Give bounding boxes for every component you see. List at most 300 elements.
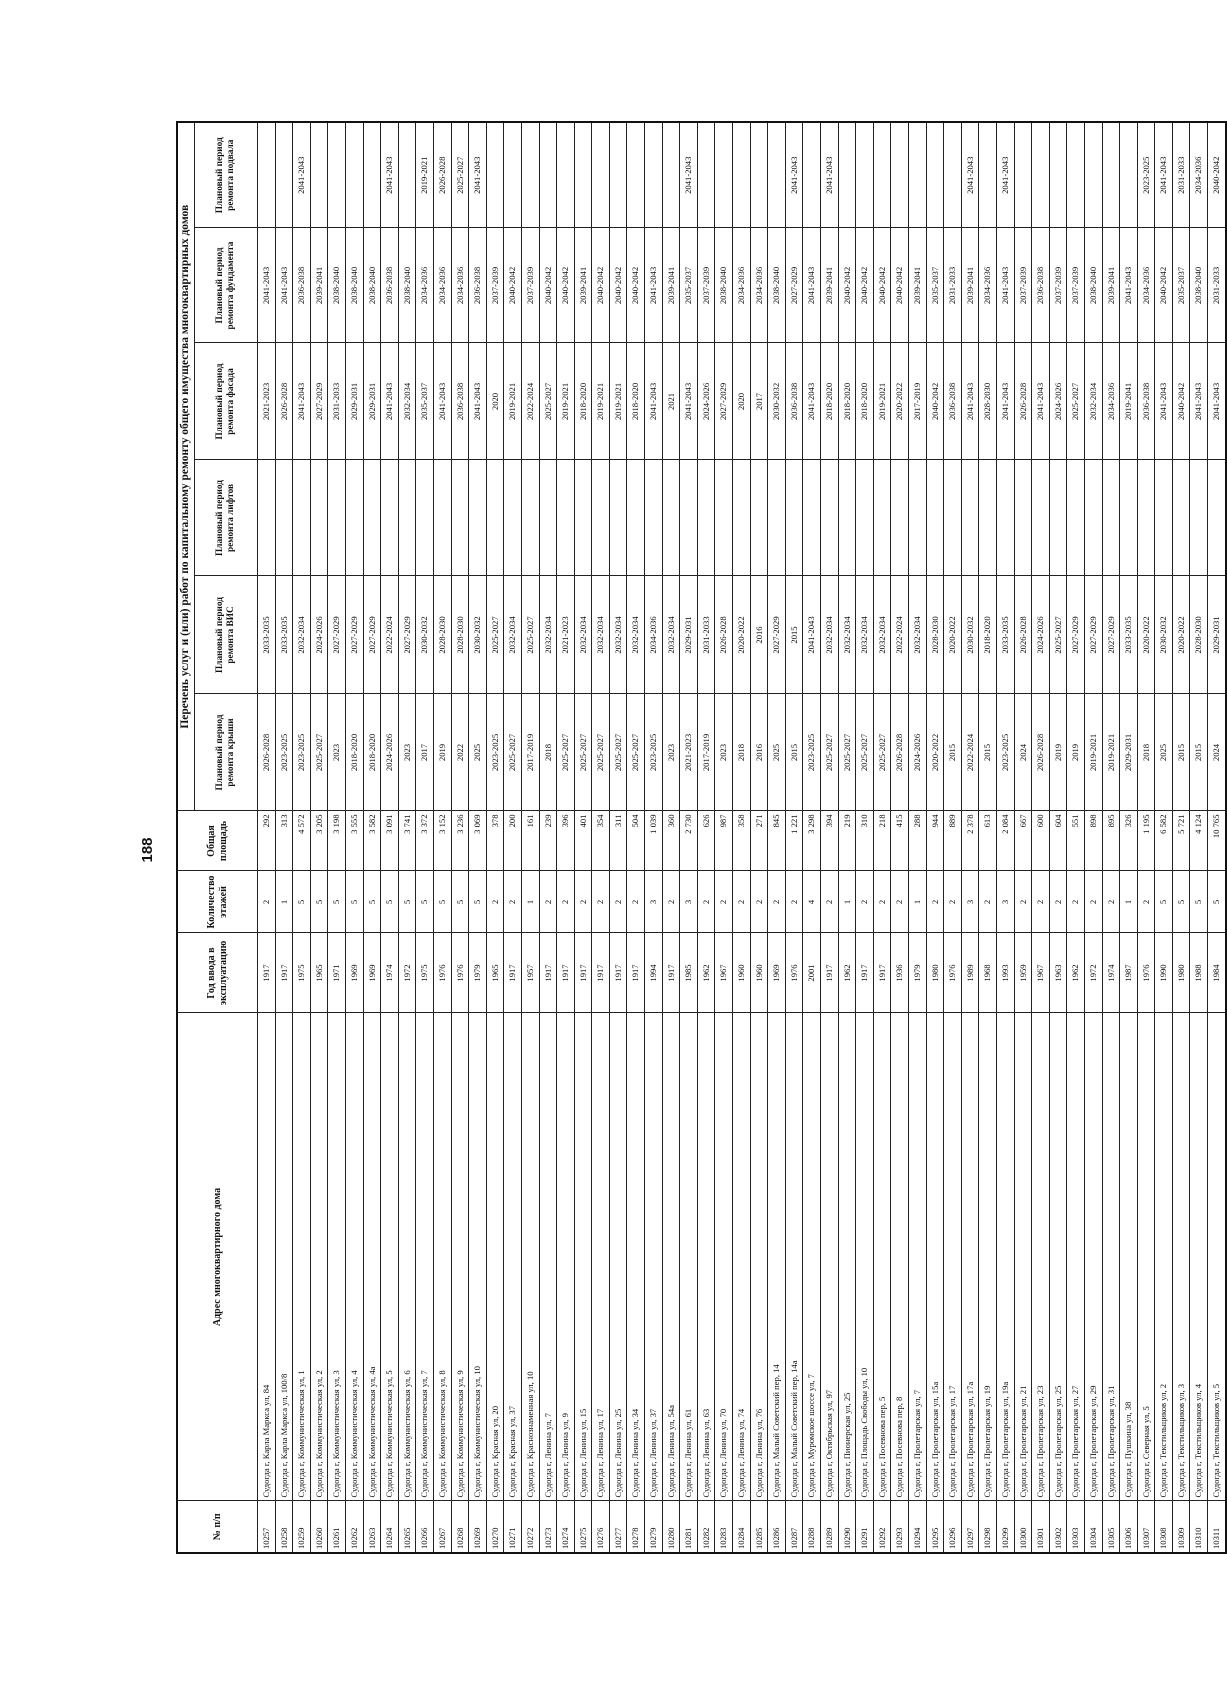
cell-facade: 2019-2021 bbox=[873, 343, 891, 460]
cell-lifts bbox=[398, 460, 416, 576]
cell-address: Судогда г, Октябрьская ул, 97 bbox=[821, 1013, 839, 1501]
cell-roof: 2026-2028 bbox=[258, 694, 276, 811]
table-row bbox=[521, 122, 539, 1553]
cell-basement bbox=[750, 122, 768, 228]
capital-repair-table-sheet bbox=[176, 123, 1222, 1554]
cell-roof: 2025 bbox=[1155, 694, 1173, 811]
cell-roof: 2022-2024 bbox=[961, 694, 979, 811]
cell-address: Судогда г, Пролетарская ул, 25 bbox=[1049, 1013, 1067, 1501]
cell-vis: 2021-2023 bbox=[557, 576, 575, 694]
cell-num: 10279 bbox=[645, 1501, 663, 1553]
cell-lifts bbox=[680, 460, 698, 576]
cell-num: 10275 bbox=[574, 1501, 592, 1553]
table-row bbox=[1067, 122, 1085, 1553]
table-row bbox=[680, 122, 698, 1553]
cell-year: 1993 bbox=[996, 933, 1014, 1013]
cell-num: 10268 bbox=[451, 1501, 469, 1553]
cell-roof: 2025-2027 bbox=[821, 694, 839, 811]
cell-floors: 5 bbox=[433, 871, 451, 933]
cell-address: Судогда г, Коммунистическая ул, 9 bbox=[451, 1013, 469, 1501]
cell-roof: 2024-2026 bbox=[908, 694, 926, 811]
cell-lifts bbox=[293, 460, 311, 576]
cell-roof: 2023-2025 bbox=[803, 694, 821, 811]
cell-roof: 2015 bbox=[1172, 694, 1190, 811]
cell-roof: 2025-2027 bbox=[574, 694, 592, 811]
cell-roof: 2017-2019 bbox=[697, 694, 715, 811]
cell-floors: 2 bbox=[926, 871, 944, 933]
cell-address: Судогда г, Пролетарская ул, 21 bbox=[1014, 1013, 1032, 1501]
cell-num: 10270 bbox=[486, 1501, 504, 1553]
cell-facade: 2030-2032 bbox=[768, 343, 786, 460]
cell-year: 1971 bbox=[328, 933, 346, 1013]
cell-lifts bbox=[1120, 460, 1138, 576]
cell-address: Судогда г, Коммунистическая ул, 4а bbox=[363, 1013, 381, 1501]
cell-roof: 2017 bbox=[416, 694, 434, 811]
cell-facade: 2020 bbox=[486, 343, 504, 460]
cell-basement: 2041-2043 bbox=[1155, 122, 1173, 228]
cell-num: 10296 bbox=[944, 1501, 962, 1553]
table-row bbox=[768, 122, 786, 1553]
cell-foundation: 2040-2042 bbox=[539, 228, 557, 343]
cell-year: 1917 bbox=[609, 933, 627, 1013]
cell-roof: 2020-2022 bbox=[926, 694, 944, 811]
cell-area: 1 039 bbox=[645, 811, 663, 871]
table-row bbox=[979, 122, 997, 1553]
cell-address: Судогда г, Ленина ул, 37 bbox=[645, 1013, 663, 1501]
cell-lifts bbox=[856, 460, 874, 576]
cell-lifts bbox=[310, 460, 328, 576]
cell-num: 10306 bbox=[1120, 1501, 1138, 1553]
cell-facade: 2041-2043 bbox=[680, 343, 698, 460]
cell-num: 10277 bbox=[609, 1501, 627, 1553]
cell-address: Судогда г, Ленина ул, 34 bbox=[627, 1013, 645, 1501]
cell-area: 613 bbox=[979, 811, 997, 871]
cell-roof: 2019 bbox=[433, 694, 451, 811]
cell-foundation: 2041-2043 bbox=[1120, 228, 1138, 343]
cell-area: 313 bbox=[275, 811, 293, 871]
cell-address: Судогда г, Малый Советский пер, 14а bbox=[785, 1013, 803, 1501]
table-row bbox=[539, 122, 557, 1553]
cell-lifts bbox=[469, 460, 487, 576]
cell-facade: 2026-2028 bbox=[1014, 343, 1032, 460]
cell-year: 1969 bbox=[768, 933, 786, 1013]
cell-lifts bbox=[768, 460, 786, 576]
cell-facade: 2019-2021 bbox=[609, 343, 627, 460]
cell-vis: 2041-2043 bbox=[803, 576, 821, 694]
cell-roof: 2024-2026 bbox=[381, 694, 399, 811]
cell-year: 1976 bbox=[1137, 933, 1155, 1013]
cell-area: 3 152 bbox=[433, 811, 451, 871]
cell-year: 1989 bbox=[961, 933, 979, 1013]
cell-num: 10299 bbox=[996, 1501, 1014, 1553]
cell-year: 1994 bbox=[645, 933, 663, 1013]
cell-facade: 2022-2024 bbox=[521, 343, 539, 460]
cell-roof: 2026-2028 bbox=[891, 694, 909, 811]
cell-foundation: 2039-2041 bbox=[961, 228, 979, 343]
cell-floors: 2 bbox=[1067, 871, 1085, 933]
cell-num: 10280 bbox=[662, 1501, 680, 1553]
cell-num: 10302 bbox=[1049, 1501, 1067, 1553]
cell-lifts bbox=[1172, 460, 1190, 576]
table-row bbox=[1014, 122, 1032, 1553]
cell-num: 10301 bbox=[1032, 1501, 1050, 1553]
cell-basement bbox=[1084, 122, 1102, 228]
cell-area: 845 bbox=[768, 811, 786, 871]
cell-floors: 2 bbox=[574, 871, 592, 933]
cell-basement: 2019-2021 bbox=[416, 122, 434, 228]
cell-basement bbox=[258, 122, 276, 228]
header-area: Общая площадь bbox=[177, 811, 258, 871]
cell-year: 2001 bbox=[803, 933, 821, 1013]
cell-foundation: 2034-2036 bbox=[433, 228, 451, 343]
cell-roof: 2023 bbox=[715, 694, 733, 811]
cell-floors: 5 bbox=[345, 871, 363, 933]
cell-area: 3 741 bbox=[398, 811, 416, 871]
cell-facade: 2018-2020 bbox=[821, 343, 839, 460]
cell-foundation: 2034-2036 bbox=[1137, 228, 1155, 343]
cell-vis: 2028-2030 bbox=[1190, 576, 1208, 694]
cell-foundation: 2034-2036 bbox=[750, 228, 768, 343]
cell-area: 626 bbox=[697, 811, 715, 871]
cell-foundation: 2038-2040 bbox=[1084, 228, 1102, 343]
cell-basement bbox=[891, 122, 909, 228]
cell-facade: 2040-2042 bbox=[926, 343, 944, 460]
cell-lifts bbox=[416, 460, 434, 576]
cell-address: Судогда г, Малый Советский пер, 14 bbox=[768, 1013, 786, 1501]
cell-address: Судогда г, Текстильщиков ул, 5 bbox=[1208, 1013, 1226, 1501]
cell-basement bbox=[1032, 122, 1050, 228]
cell-area: 3 236 bbox=[451, 811, 469, 871]
cell-basement: 2040-2042 bbox=[1208, 122, 1226, 228]
cell-facade: 2041-2043 bbox=[1208, 343, 1226, 460]
cell-num: 10266 bbox=[416, 1501, 434, 1553]
cell-num: 10293 bbox=[891, 1501, 909, 1553]
table-row bbox=[293, 122, 311, 1553]
cell-lifts bbox=[803, 460, 821, 576]
cell-year: 1972 bbox=[398, 933, 416, 1013]
cell-basement bbox=[539, 122, 557, 228]
cell-area: 504 bbox=[627, 811, 645, 871]
cell-lifts bbox=[645, 460, 663, 576]
cell-facade: 2036-2038 bbox=[944, 343, 962, 460]
cell-address: Судогда г, Площадь Свободы ул, 10 bbox=[856, 1013, 874, 1501]
cell-vis: 2031-2033 bbox=[697, 576, 715, 694]
cell-foundation: 2027-2029 bbox=[785, 228, 803, 343]
cell-lifts bbox=[1067, 460, 1085, 576]
table-row bbox=[944, 122, 962, 1553]
cell-vis: 2032-2034 bbox=[609, 576, 627, 694]
cell-facade: 2031-2033 bbox=[328, 343, 346, 460]
cell-basement bbox=[697, 122, 715, 228]
cell-lifts bbox=[1208, 460, 1226, 576]
cell-area: 4 124 bbox=[1190, 811, 1208, 871]
cell-vis: 2032-2034 bbox=[627, 576, 645, 694]
cell-facade: 2032-2034 bbox=[1084, 343, 1102, 460]
cell-lifts bbox=[1137, 460, 1155, 576]
cell-address: Судогда г, Муромское шоссе ул, 7 bbox=[803, 1013, 821, 1501]
cell-address: Судогда г, Карла Маркса ул, 100/8 bbox=[275, 1013, 293, 1501]
cell-area: 396 bbox=[557, 811, 575, 871]
cell-vis: 2027-2029 bbox=[1102, 576, 1120, 694]
cell-area: 354 bbox=[592, 811, 610, 871]
cell-foundation: 2037-2039 bbox=[697, 228, 715, 343]
cell-facade: 2025-2027 bbox=[1067, 343, 1085, 460]
cell-vis: 2025-2027 bbox=[521, 576, 539, 694]
cell-lifts bbox=[1155, 460, 1173, 576]
table-row bbox=[662, 122, 680, 1553]
cell-floors: 2 bbox=[750, 871, 768, 933]
cell-floors: 2 bbox=[715, 871, 733, 933]
cell-roof: 2019-2021 bbox=[1084, 694, 1102, 811]
cell-year: 1962 bbox=[697, 933, 715, 1013]
cell-vis: 2032-2034 bbox=[662, 576, 680, 694]
table-row bbox=[328, 122, 346, 1553]
cell-basement bbox=[908, 122, 926, 228]
cell-lifts bbox=[1032, 460, 1050, 576]
cell-year: 1969 bbox=[363, 933, 381, 1013]
cell-area: 310 bbox=[856, 811, 874, 871]
cell-basement bbox=[979, 122, 997, 228]
cell-year: 1962 bbox=[1067, 933, 1085, 1013]
cell-vis: 2028-2030 bbox=[451, 576, 469, 694]
cell-year: 1967 bbox=[715, 933, 733, 1013]
cell-num: 10308 bbox=[1155, 1501, 1173, 1553]
cell-year: 1917 bbox=[856, 933, 874, 1013]
cell-facade: 2041-2043 bbox=[996, 343, 1014, 460]
cell-area: 3 555 bbox=[345, 811, 363, 871]
cell-year: 1917 bbox=[258, 933, 276, 1013]
cell-facade: 2040-2042 bbox=[1172, 343, 1190, 460]
cell-year: 1965 bbox=[486, 933, 504, 1013]
cell-area: 311 bbox=[609, 811, 627, 871]
cell-address: Судогда г, Пролетарская ул, 29 bbox=[1084, 1013, 1102, 1501]
cell-lifts bbox=[996, 460, 1014, 576]
cell-lifts bbox=[697, 460, 715, 576]
cell-year: 1985 bbox=[680, 933, 698, 1013]
cell-lifts bbox=[908, 460, 926, 576]
cell-num: 10304 bbox=[1084, 1501, 1102, 1553]
table-row bbox=[1084, 122, 1102, 1553]
cell-roof: 2017-2019 bbox=[521, 694, 539, 811]
cell-area: 326 bbox=[1120, 811, 1138, 871]
table-row bbox=[891, 122, 909, 1553]
cell-num: 10294 bbox=[908, 1501, 926, 1553]
cell-area: 3 205 bbox=[310, 811, 328, 871]
cell-num: 10259 bbox=[293, 1501, 311, 1553]
cell-num: 10273 bbox=[539, 1501, 557, 1553]
table-row bbox=[715, 122, 733, 1553]
cell-foundation: 2041-2043 bbox=[275, 228, 293, 343]
cell-floors: 2 bbox=[627, 871, 645, 933]
table-row bbox=[785, 122, 803, 1553]
cell-floors: 2 bbox=[662, 871, 680, 933]
cell-num: 10309 bbox=[1172, 1501, 1190, 1553]
cell-lifts bbox=[873, 460, 891, 576]
cell-lifts bbox=[451, 460, 469, 576]
cell-foundation: 2035-2037 bbox=[1172, 228, 1190, 343]
cell-foundation: 2036-2038 bbox=[293, 228, 311, 343]
cell-address: Судогда г, Ленина ул, 25 bbox=[609, 1013, 627, 1501]
cell-basement bbox=[1102, 122, 1120, 228]
cell-year: 1987 bbox=[1120, 933, 1138, 1013]
cell-year: 1976 bbox=[785, 933, 803, 1013]
cell-lifts bbox=[1049, 460, 1067, 576]
cell-year: 1917 bbox=[873, 933, 891, 1013]
cell-floors: 1 bbox=[521, 871, 539, 933]
cell-num: 10285 bbox=[750, 1501, 768, 1553]
cell-floors: 2 bbox=[539, 871, 557, 933]
cell-year: 1979 bbox=[908, 933, 926, 1013]
cell-address: Судогда г, Текстильщиков ул, 4 bbox=[1190, 1013, 1208, 1501]
cell-basement: 2034-2036 bbox=[1190, 122, 1208, 228]
cell-basement: 2041-2043 bbox=[785, 122, 803, 228]
cell-floors: 2 bbox=[1032, 871, 1050, 933]
cell-basement bbox=[345, 122, 363, 228]
cell-num: 10310 bbox=[1190, 1501, 1208, 1553]
cell-basement bbox=[1014, 122, 1032, 228]
cell-area: 239 bbox=[539, 811, 557, 871]
cell-lifts bbox=[926, 460, 944, 576]
cell-vis: 2027-2029 bbox=[345, 576, 363, 694]
cell-lifts bbox=[1014, 460, 1032, 576]
cell-num: 10282 bbox=[697, 1501, 715, 1553]
cell-foundation: 2039-2041 bbox=[574, 228, 592, 343]
cell-floors: 5 bbox=[416, 871, 434, 933]
cell-basement bbox=[662, 122, 680, 228]
table-row bbox=[609, 122, 627, 1553]
cell-vis: 2015 bbox=[785, 576, 803, 694]
cell-facade: 2041-2043 bbox=[293, 343, 311, 460]
cell-facade: 2021 bbox=[662, 343, 680, 460]
table-row bbox=[469, 122, 487, 1553]
cell-vis: 2030-2032 bbox=[416, 576, 434, 694]
cell-vis: 2032-2034 bbox=[856, 576, 874, 694]
cell-floors: 5 bbox=[1208, 871, 1226, 933]
table-row bbox=[345, 122, 363, 1553]
cell-address: Судогда г, Ленина ул, 61 bbox=[680, 1013, 698, 1501]
cell-facade: 2041-2043 bbox=[645, 343, 663, 460]
cell-address: Судогда г, Пролетарская ул, 27 bbox=[1067, 1013, 1085, 1501]
cell-area: 271 bbox=[750, 811, 768, 871]
cell-floors: 2 bbox=[873, 871, 891, 933]
cell-foundation: 2040-2042 bbox=[504, 228, 522, 343]
table-row bbox=[592, 122, 610, 1553]
cell-roof: 2023 bbox=[662, 694, 680, 811]
cell-lifts bbox=[504, 460, 522, 576]
cell-roof: 2019 bbox=[1049, 694, 1067, 811]
cell-roof: 2018-2020 bbox=[345, 694, 363, 811]
cell-facade: 2041-2043 bbox=[961, 343, 979, 460]
cell-foundation: 2040-2042 bbox=[592, 228, 610, 343]
cell-floors: 2 bbox=[944, 871, 962, 933]
cell-year: 1936 bbox=[891, 933, 909, 1013]
cell-area: 4 572 bbox=[293, 811, 311, 871]
cell-lifts bbox=[574, 460, 592, 576]
cell-basement: 2031-2033 bbox=[1172, 122, 1190, 228]
cell-year: 1917 bbox=[275, 933, 293, 1013]
cell-floors: 2 bbox=[1014, 871, 1032, 933]
cell-basement: 2041-2043 bbox=[381, 122, 399, 228]
cell-year: 1984 bbox=[1208, 933, 1226, 1013]
cell-basement: 2026-2028 bbox=[433, 122, 451, 228]
cell-vis: 2029-2031 bbox=[1208, 576, 1226, 694]
cell-facade: 2032-2034 bbox=[398, 343, 416, 460]
cell-num: 10274 bbox=[557, 1501, 575, 1553]
table-row bbox=[996, 122, 1014, 1553]
cell-address: Судогда г, Ленина ул, 15 bbox=[574, 1013, 592, 1501]
table-row bbox=[1208, 122, 1226, 1553]
cell-facade: 2029-2031 bbox=[345, 343, 363, 460]
cell-area: 218 bbox=[873, 811, 891, 871]
cell-year: 1967 bbox=[1032, 933, 1050, 1013]
cell-floors: 2 bbox=[557, 871, 575, 933]
cell-num: 10260 bbox=[310, 1501, 328, 1553]
cell-address: Судогда г, Текстильщиков ул, 3 bbox=[1172, 1013, 1190, 1501]
cell-facade: 2036-2038 bbox=[451, 343, 469, 460]
cell-basement bbox=[310, 122, 328, 228]
cell-lifts bbox=[1190, 460, 1208, 576]
cell-year: 1917 bbox=[821, 933, 839, 1013]
cell-basement bbox=[1049, 122, 1067, 228]
table-row bbox=[1120, 122, 1138, 1553]
cell-vis: 2026-2028 bbox=[1014, 576, 1032, 694]
cell-roof: 2023 bbox=[328, 694, 346, 811]
cell-foundation: 2039-2041 bbox=[1102, 228, 1120, 343]
cell-foundation: 2037-2039 bbox=[1049, 228, 1067, 343]
cell-basement bbox=[1120, 122, 1138, 228]
cell-facade: 2024-2026 bbox=[1049, 343, 1067, 460]
cell-basement: 2041-2043 bbox=[293, 122, 311, 228]
cell-num: 10283 bbox=[715, 1501, 733, 1553]
cell-lifts bbox=[785, 460, 803, 576]
cell-foundation: 2034-2036 bbox=[979, 228, 997, 343]
cell-address: Судогда г, Коммунистическая ул, 5 bbox=[381, 1013, 399, 1501]
cell-address: Судогда г, Северная ул, 5 bbox=[1137, 1013, 1155, 1501]
cell-num: 10305 bbox=[1102, 1501, 1120, 1553]
header-address: Адрес многоквартирного дома bbox=[177, 1013, 258, 1501]
cell-facade: 2034-2036 bbox=[1102, 343, 1120, 460]
cell-foundation: 2038-2040 bbox=[328, 228, 346, 343]
table-row bbox=[1172, 122, 1190, 1553]
cell-basement bbox=[803, 122, 821, 228]
table-row bbox=[873, 122, 891, 1553]
cell-address: Судогда г, Ленина ул, 9 bbox=[557, 1013, 575, 1501]
cell-area: 1 195 bbox=[1137, 811, 1155, 871]
cell-num: 10298 bbox=[979, 1501, 997, 1553]
cell-basement bbox=[486, 122, 504, 228]
cell-roof: 2026-2028 bbox=[1032, 694, 1050, 811]
cell-address: Судогда г, Пролетарская ул, 19а bbox=[996, 1013, 1014, 1501]
cell-foundation: 2038-2040 bbox=[345, 228, 363, 343]
table-row bbox=[486, 122, 504, 1553]
cell-area: 415 bbox=[891, 811, 909, 871]
cell-floors: 2 bbox=[592, 871, 610, 933]
cell-address: Судогда г, Карла Маркса ул, 84 bbox=[258, 1013, 276, 1501]
cell-lifts bbox=[944, 460, 962, 576]
cell-floors: 2 bbox=[258, 871, 276, 933]
cell-vis: 2033-2035 bbox=[1120, 576, 1138, 694]
cell-num: 10291 bbox=[856, 1501, 874, 1553]
header-lifts: Плановый период ремонта лифтов bbox=[195, 460, 258, 576]
cell-address: Судогда г, Пролетарская ул, 31 bbox=[1102, 1013, 1120, 1501]
cell-facade: 2021-2023 bbox=[258, 343, 276, 460]
cell-floors: 3 bbox=[961, 871, 979, 933]
cell-address: Судогда г, Краснознаменная ул, 10 bbox=[521, 1013, 539, 1501]
cell-basement bbox=[768, 122, 786, 228]
cell-lifts bbox=[363, 460, 381, 576]
cell-vis: 2033-2035 bbox=[996, 576, 1014, 694]
table-row bbox=[1190, 122, 1208, 1553]
